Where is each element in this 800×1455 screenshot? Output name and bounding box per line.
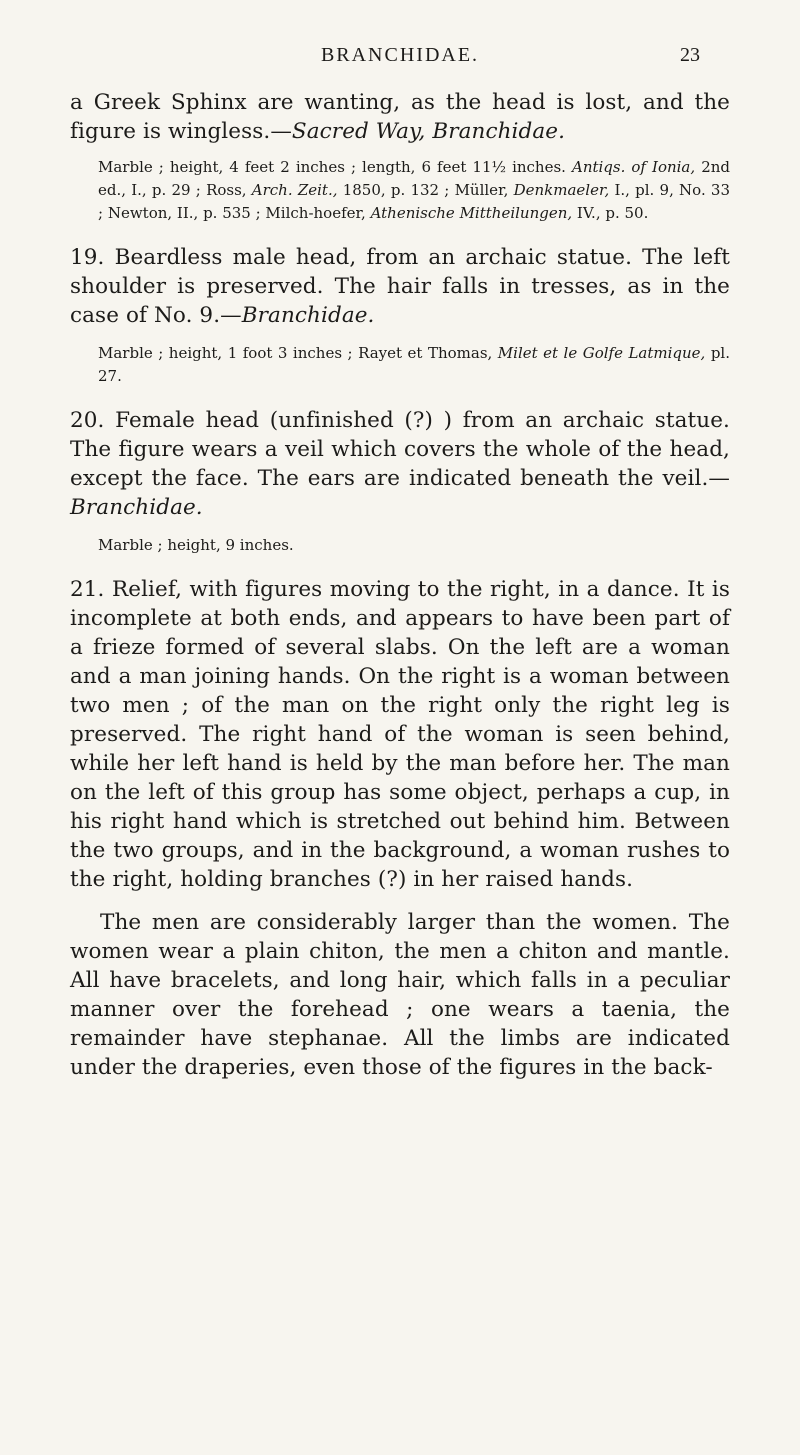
page-number: 23 [680, 44, 700, 66]
entry-number: 21. [70, 577, 105, 602]
catalogue-entry-19 [70, 243, 730, 388]
entry-number: 20. [70, 408, 105, 433]
entry-paragraph [70, 575, 730, 894]
entry-text: Beardless male head, from an archaic statue. The left shoulder is preserved. The hair falls in tresses, as in the case of No. 9.— [70, 245, 730, 328]
entry-location: Branchidae. [70, 495, 203, 520]
continuation-reference-note: Marble ; height, 4 feet 2 inches ; length, 6 feet 11½ inches. Antiqs. of Ionia, 2nd ed., I., p. 29 ; Ross, Arch. Zeit., 1850, p. 132 ; Müller, Denkmaeler, I., pl. 9, No. 33 ; Newton, II., p. 535 ; Milch-hoefer, Athenische Mittheilungen, IV., p. 50. [98, 158, 731, 222]
entry-text: Female head (unfinished (?) ) from an archaic statue. The figure wears a veil which covers the whole of the head, except the face. The ears are indicated beneath the veil.— [70, 408, 730, 491]
entry-number: 19. [70, 245, 105, 270]
entry-reference-note: Marble ; height, 1 foot 3 inches ; Rayet et Thomas, Milet et le Golfe Latmique, pl. 27. [98, 344, 730, 385]
entry-location: Branchidae. [241, 303, 375, 328]
continuation-block [70, 88, 730, 225]
body-text [70, 88, 730, 1082]
running-title: BRANCHIDAE. [320, 44, 480, 66]
continuation-text: a Greek Sphinx are wanting, as the head is lost, and the figure is wingless.— [70, 90, 730, 144]
continuation-location: Sacred Way, Branchidae. [291, 119, 566, 144]
catalogue-entry-21 [70, 575, 730, 1082]
entry-paragraph [70, 243, 730, 330]
entry-text: Relief, with figures moving to the right, in a dance. It is incomplete at both ends, and appears to have been part of a frieze formed of several slabs. On the left are a woman and a man joining hands. On the right is a woman between two men ; of the man on the right only the right leg is preserved. The right hand of the woman is seen behind, while her left hand is held by the man before her. The man on the left of this group has some object, perhaps a cup, in his right hand which is stretched out behind him. Between the two groups, and in the background, a woman rushes to the right, holding branches (?) in her raised hands. [70, 577, 730, 892]
entry-reference-note: Marble ; height, 9 inches. [98, 536, 294, 554]
running-head [0, 44, 800, 70]
catalogue-entry-20 [70, 406, 730, 557]
continuation-paragraph [70, 88, 730, 146]
entry-paragraph [70, 406, 730, 522]
entry-second-paragraph: The men are considerably larger than the women. The women wear a plain chiton, the men a chiton and mantle. All have bracelets, and long hair, which falls in a peculiar manner over the forehead ; one wears a taenia, the remainder have stephanae. All the limbs are indicated under the draperies, even those of the figures in the back- [70, 910, 730, 1080]
